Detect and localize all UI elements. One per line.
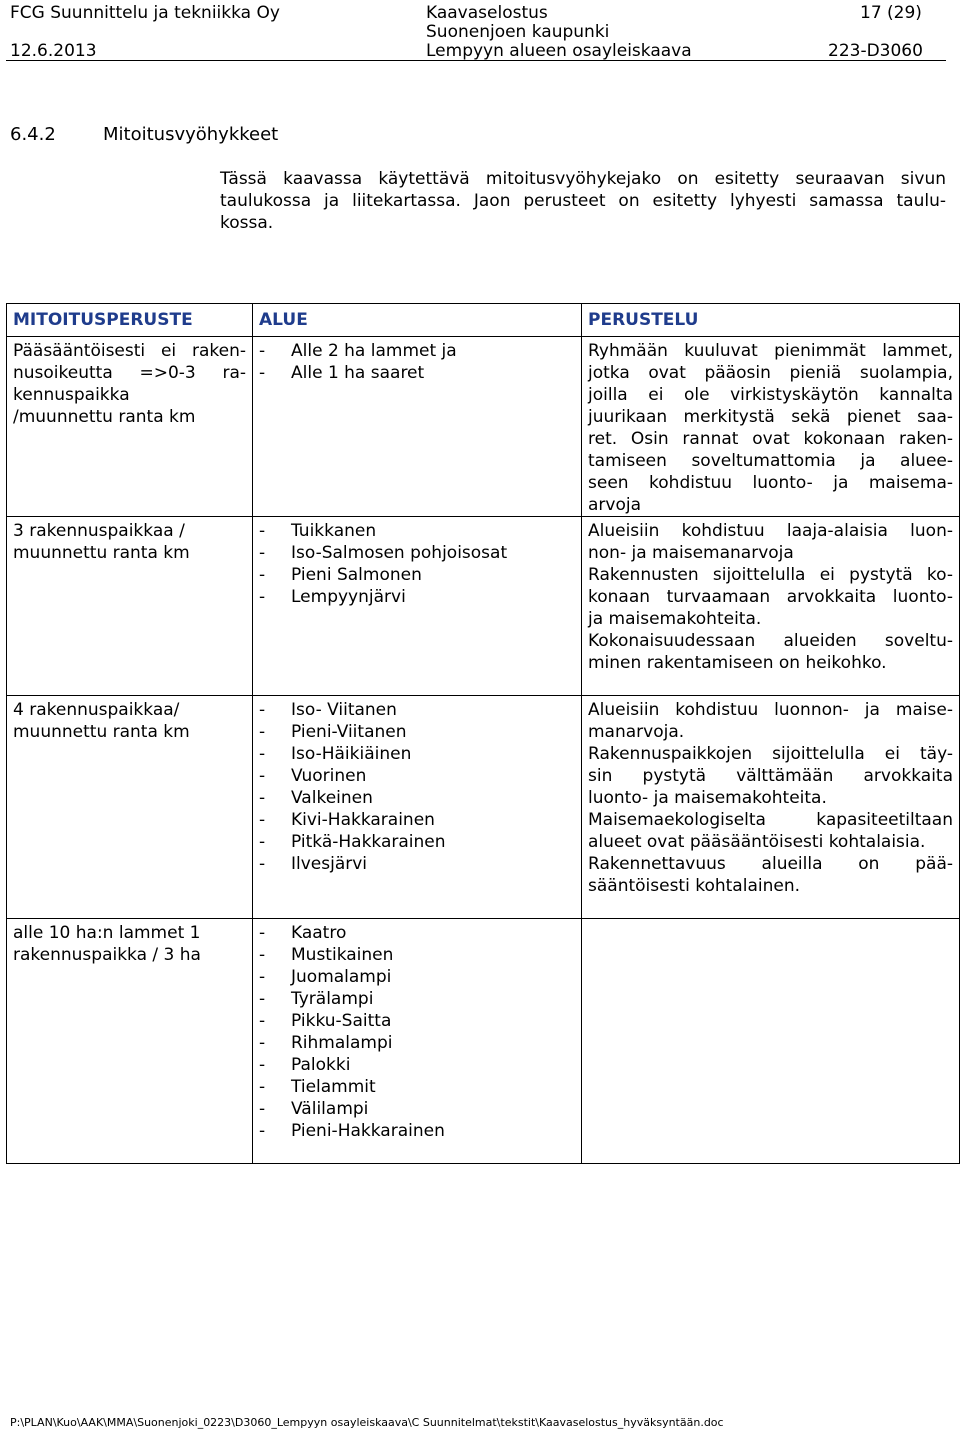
header-date: 12.6.2013 <box>10 41 97 61</box>
reason-line: minen rakentamiseen on heikohko. <box>588 653 887 673</box>
dash-bullet: - <box>259 744 266 764</box>
cell-reason <box>582 517 960 696</box>
dash-bullet: - <box>259 565 266 585</box>
reason-line: Ryhmään kuuluvat pienimmät lammet, <box>588 341 953 361</box>
area-name: Pieni Salmonen <box>291 565 422 585</box>
dash-bullet: - <box>259 341 266 361</box>
area-name: Palokki <box>291 1055 351 1075</box>
table-row <box>7 919 960 1164</box>
dash-bullet: - <box>259 1011 266 1031</box>
area-list-item <box>259 787 575 809</box>
area-list-item <box>259 1120 575 1142</box>
area-name: Pikku-Saitta <box>291 1011 392 1031</box>
cell-reason <box>582 696 960 919</box>
header-plan-name: Lempyyn alueen osayleiskaava <box>426 41 692 61</box>
reason-line: Kokonaisuudessaan alueiden soveltu- <box>588 631 953 651</box>
area-list-item <box>259 586 575 608</box>
intro-line: Tässä kaavassa käytettävä mitoitusvyöhykejako on esitetty seuraavan sivun <box>220 169 946 189</box>
dash-bullet: - <box>259 923 266 943</box>
basis-line: 3 rakennuspaikkaa / <box>13 521 185 541</box>
reason-line: tamiseen soveltumattomia ja aluee- <box>588 451 953 471</box>
area-list-item <box>259 944 575 966</box>
basis-line: rakennuspaikka / 3 ha <box>13 945 201 965</box>
dash-bullet: - <box>259 1077 266 1097</box>
cell-basis <box>7 919 253 1164</box>
area-list-item <box>259 809 575 831</box>
header-page-number: 17 (29) <box>860 3 922 23</box>
area-list-item <box>259 699 575 721</box>
cell-area <box>253 517 582 696</box>
dash-bullet: - <box>259 587 266 607</box>
basis-line: muunnettu ranta km <box>13 722 190 742</box>
area-list-item <box>259 362 575 384</box>
area-list-item <box>259 542 575 564</box>
reason-line: alueet ovat pääsääntöisesti kohtalaisia. <box>588 832 926 852</box>
section-title: Mitoitusvyöhykkeet <box>103 124 279 145</box>
reason-line: arvoja <box>588 495 642 515</box>
area-name: Vuorinen <box>291 766 367 786</box>
reason-line: seen kohdistuu luonto- ja maisema- <box>588 473 953 493</box>
reason-line: joilla ei ole virkistyskäytön kannalta <box>588 385 953 405</box>
dash-bullet: - <box>259 700 266 720</box>
area-list-item <box>259 1010 575 1032</box>
cell-basis <box>7 337 253 517</box>
area-name: Tuikkanen <box>291 521 377 541</box>
column-header-area: ALUE <box>253 304 582 337</box>
cell-basis <box>7 696 253 919</box>
area-name: Alle 2 ha lammet ja <box>291 341 457 361</box>
intro-line: kossa. <box>220 213 274 233</box>
dash-bullet: - <box>259 722 266 742</box>
cell-basis <box>7 517 253 696</box>
reason-line: manarvoja. <box>588 722 685 742</box>
area-list-item <box>259 520 575 542</box>
basis-line: /muunnettu ranta km <box>13 407 196 427</box>
dash-bullet: - <box>259 766 266 786</box>
area-list-item <box>259 1098 575 1120</box>
dash-bullet: - <box>259 363 266 383</box>
area-name: Iso-Salmosen pohjoisosat <box>291 543 508 563</box>
dash-bullet: - <box>259 1055 266 1075</box>
area-list-item <box>259 340 575 362</box>
table-header-row <box>7 304 960 337</box>
area-list-item <box>259 922 575 944</box>
reason-line: ret. Osin rannat ovat kokonaan raken- <box>588 429 953 449</box>
reason-line: non- ja maisemanarvoja <box>588 543 794 563</box>
area-list-item <box>259 743 575 765</box>
header-municipality: Suonenjoen kaupunki <box>426 22 610 42</box>
header-company: FCG Suunnittelu ja tekniikka Oy <box>10 3 280 23</box>
reason-line: sin pystytä välttämään arvokkaita <box>588 766 953 786</box>
basis-line: alle 10 ha:n lammet 1 <box>13 923 201 943</box>
area-name: Pitkä-Hakkarainen <box>291 832 446 852</box>
table-row <box>7 337 960 517</box>
area-name: Kivi-Hakkarainen <box>291 810 435 830</box>
area-name: Pieni-Hakkarainen <box>291 1121 445 1141</box>
reason-line: juurikaan merkitystä sekä pienet saa- <box>588 407 953 427</box>
dash-bullet: - <box>259 832 266 852</box>
area-list-item <box>259 966 575 988</box>
column-header-basis: MITOITUSPERUSTE <box>7 304 253 337</box>
cell-reason <box>582 337 960 517</box>
area-name: Rihmalampi <box>291 1033 393 1053</box>
dash-bullet: - <box>259 1121 266 1141</box>
cell-area <box>253 696 582 919</box>
basis-line: 4 rakennuspaikkaa/ <box>13 700 180 720</box>
area-name: Mustikainen <box>291 945 394 965</box>
dash-bullet: - <box>259 1033 266 1053</box>
footer-file-path: P:\PLAN\Kuo\AAK\MMA\Suonenjoki_0223\D3060_Lempyyn osayleiskaava\C Suunnitelmat\tekstit\Kaavaselostus_hyväksyntään.doc <box>10 1416 724 1429</box>
intro-paragraph <box>220 168 946 234</box>
area-name: Lempyynjärvi <box>291 587 406 607</box>
header-doc-type: Kaavaselostus <box>426 3 548 23</box>
dash-bullet: - <box>259 854 266 874</box>
dash-bullet: - <box>259 521 266 541</box>
section-number: 6.4.2 <box>10 124 56 145</box>
reason-line: sääntöisesti kohtalainen. <box>588 876 800 896</box>
area-list-item <box>259 721 575 743</box>
area-list-item <box>259 1076 575 1098</box>
reason-line: ja maisemakohteita. <box>588 609 762 629</box>
area-list-item <box>259 853 575 875</box>
area-list-item <box>259 564 575 586</box>
area-list-item <box>259 1032 575 1054</box>
area-name: Ilvesjärvi <box>291 854 368 874</box>
dash-bullet: - <box>259 788 266 808</box>
dash-bullet: - <box>259 945 266 965</box>
reason-line: Maisemaekologiselta kapasiteetiltaan <box>588 810 953 830</box>
area-name: Iso- Viitanen <box>291 700 397 720</box>
reason-line: Rakennusten sijoittelulla ei pystytä ko- <box>588 565 953 585</box>
area-list-item <box>259 765 575 787</box>
area-name: Valkeinen <box>291 788 373 808</box>
area-list-item <box>259 831 575 853</box>
area-name: Välilampi <box>291 1099 369 1119</box>
area-name: Kaatro <box>291 923 347 943</box>
reason-line: Alueisiin kohdistuu luonnon- ja maise- <box>588 700 953 720</box>
basis-line: muunnettu ranta km <box>13 543 190 563</box>
reason-line: Alueisiin kohdistuu laaja-alaisia luon- <box>588 521 953 541</box>
cell-area <box>253 919 582 1164</box>
area-list-item <box>259 1054 575 1076</box>
basis-line: nusoikeutta =>0-3 ra- <box>13 363 246 383</box>
area-name: Juomalampi <box>291 967 392 987</box>
dash-bullet: - <box>259 543 266 563</box>
reason-line: Rakennuspaikkojen sijoittelulla ei täy- <box>588 744 953 764</box>
header-rule <box>6 60 946 61</box>
reason-line: jotka ovat pääosin pieniä suolampia, <box>588 363 953 383</box>
dash-bullet: - <box>259 810 266 830</box>
dash-bullet: - <box>259 989 266 1009</box>
cell-reason <box>582 919 960 1164</box>
area-name: Pieni-Viitanen <box>291 722 407 742</box>
basis-line: kennuspaikka <box>13 385 130 405</box>
area-name: Tyrälampi <box>291 989 374 1009</box>
reason-line: luonto- ja maisemakohteita. <box>588 788 827 808</box>
basis-line: Pääsääntöisesti ei raken- <box>13 341 246 361</box>
intro-line: taulukossa ja liitekartassa. Jaon perusteet on esitetty lyhyesti samassa taulu- <box>220 191 946 211</box>
area-name: Alle 1 ha saaret <box>291 363 425 383</box>
column-header-reason: PERUSTELU <box>582 304 960 337</box>
dimensioning-table <box>6 303 960 1164</box>
cell-area <box>253 337 582 517</box>
table-row <box>7 696 960 919</box>
reason-line: Rakennettavuus alueilla on pää- <box>588 854 953 874</box>
area-name: Iso-Häikiäinen <box>291 744 412 764</box>
header-project-code: 223-D3060 <box>828 41 923 61</box>
dash-bullet: - <box>259 1099 266 1119</box>
table-row <box>7 517 960 696</box>
reason-line: konaan turvaamaan arvokkaita luonto- <box>588 587 953 607</box>
area-name: Tielammit <box>291 1077 376 1097</box>
dash-bullet: - <box>259 967 266 987</box>
area-list-item <box>259 988 575 1010</box>
